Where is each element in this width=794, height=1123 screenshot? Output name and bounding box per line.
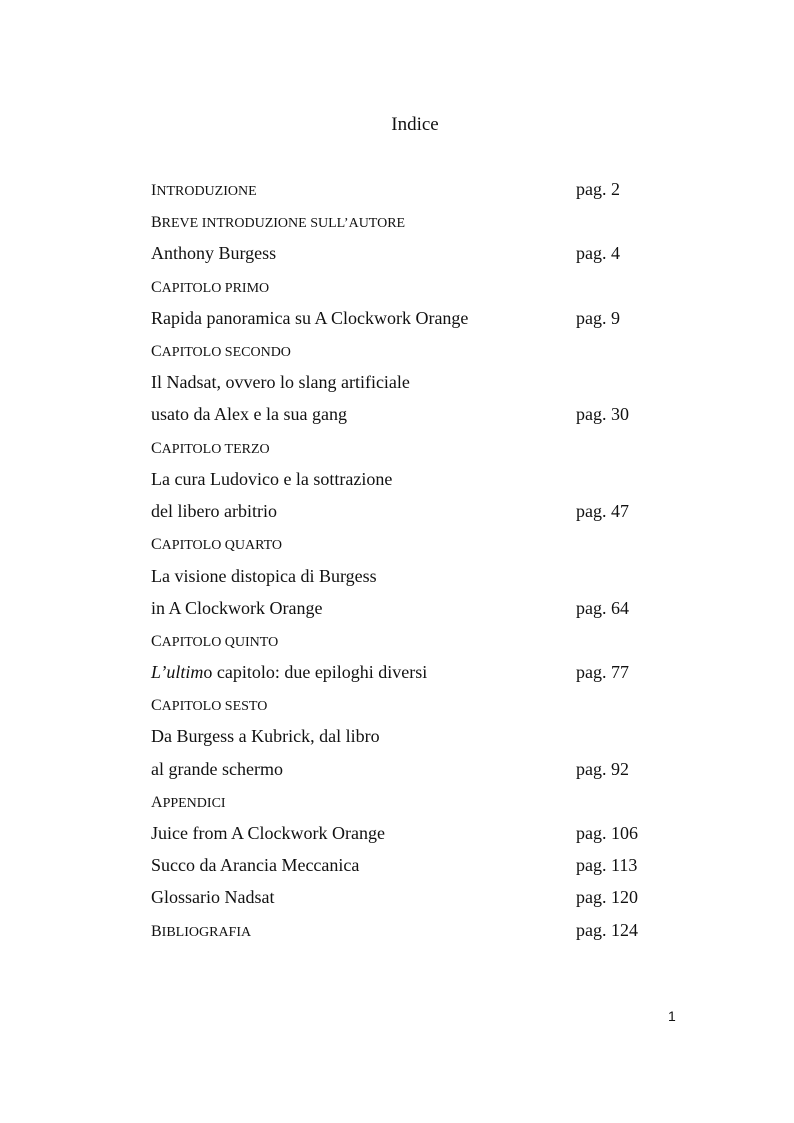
toc-entry-ludovico-line2 (151, 498, 671, 524)
toc-page-ref: pag. 9 (576, 308, 620, 328)
page-title: Indice (391, 114, 439, 135)
toc-title: Da Burgess a Kubrick, dal libro (151, 726, 380, 746)
toc-page-ref: pag. 64 (576, 598, 629, 618)
toc-page-ref: pag. 2 (576, 179, 620, 199)
toc-entry-capitolo-quinto (151, 627, 671, 653)
toc-title: in A Clockwork Orange (151, 598, 323, 618)
toc-page-ref: pag. 113 (576, 855, 638, 875)
toc-heading: APPENDICI (151, 794, 226, 811)
toc-page-ref: pag. 47 (576, 501, 629, 521)
toc-entry-kubrick-line2 (151, 756, 671, 782)
toc-entry-breve-introduzione (151, 208, 671, 234)
toc-page-ref: pag. 4 (576, 243, 620, 263)
toc-title: Juice from A Clockwork Orange (151, 823, 385, 843)
toc-entry-capitolo-secondo (151, 337, 671, 363)
toc-page-ref: pag. 77 (576, 662, 629, 682)
toc-entry-juice (151, 820, 671, 846)
toc-entry-introduzione (151, 176, 671, 202)
toc-entry-bibliografia (151, 917, 671, 943)
toc-heading: INTRODUZIONE (151, 182, 257, 199)
toc-page-ref: pag. 120 (576, 887, 638, 907)
toc-title: al grande schermo (151, 759, 283, 779)
toc-heading: CAPITOLO SESTO (151, 697, 268, 714)
toc-entry-distopica-line2 (151, 595, 671, 621)
toc-title: Rapida panoramica su A Clockwork Orange (151, 308, 469, 328)
toc-entry-ultimo-capitolo (151, 659, 671, 685)
toc-entry-capitolo-sesto (151, 691, 671, 717)
toc-entry-succo (151, 852, 671, 878)
toc-title: Il Nadsat, ovvero lo slang artificiale (151, 372, 410, 392)
toc-title: Succo da Arancia Meccanica (151, 855, 360, 875)
toc-title-rest: o capitolo: due epiloghi diversi (203, 662, 428, 682)
toc-entry-nadsat-line1 (151, 369, 671, 395)
toc-title: La cura Ludovico e la sottrazione (151, 469, 393, 489)
toc-heading: BIBLIOGRAFIA (151, 923, 252, 940)
toc-entry-appendici (151, 788, 671, 814)
toc-heading: CAPITOLO QUINTO (151, 633, 279, 650)
toc-entry-ludovico-line1 (151, 466, 671, 492)
toc-entry-capitolo-quarto (151, 530, 671, 556)
toc-heading: CAPITOLO PRIMO (151, 279, 270, 296)
toc-entry-rapida-panoramica (151, 305, 671, 331)
toc-page-ref: pag. 124 (576, 920, 638, 940)
toc-heading: CAPITOLO TERZO (151, 440, 270, 457)
toc-title: La visione distopica di Burgess (151, 566, 377, 586)
toc-entry-kubrick-line1 (151, 723, 671, 749)
toc-title (151, 659, 427, 685)
toc-entry-distopica-line1 (151, 563, 671, 589)
toc-entry-nadsat-line2 (151, 401, 671, 427)
toc-page-ref: pag. 106 (576, 823, 638, 843)
toc-entry-capitolo-primo (151, 273, 671, 299)
toc-heading: CAPITOLO QUARTO (151, 536, 283, 553)
toc-entry-anthony-burgess (151, 240, 671, 266)
page-number: 1 (668, 1008, 676, 1024)
toc-heading: CAPITOLO SECONDO (151, 343, 291, 360)
toc-title: usato da Alex e la sua gang (151, 404, 347, 424)
toc-title-italic: L’ultim (151, 662, 204, 682)
toc-title: del libero arbitrio (151, 501, 277, 521)
toc-entry-capitolo-terzo (151, 434, 671, 460)
toc-title: Anthony Burgess (151, 243, 277, 263)
toc-page-ref: pag. 30 (576, 404, 629, 424)
toc-heading: BREVE INTRODUZIONE SULL’AUTORE (151, 214, 406, 231)
toc-entry-glossario (151, 884, 671, 910)
toc-title: Glossario Nadsat (151, 887, 275, 907)
toc-page-ref: pag. 92 (576, 759, 629, 779)
